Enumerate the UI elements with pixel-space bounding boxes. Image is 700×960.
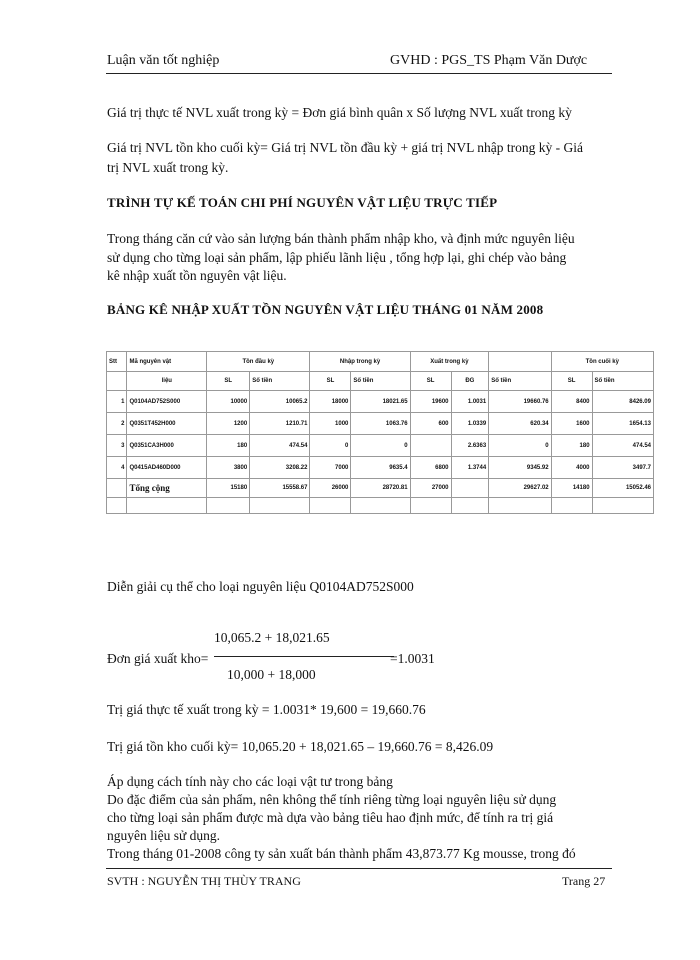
cell-code: Q0415AD460D000 <box>127 457 207 479</box>
cell-st3: 9345.92 <box>489 457 551 479</box>
calc-closing-value: Trị giá tồn kho cuối kỳ= 10,065.20 + 18,021.65 – 19,660.76 = 8,426.09 <box>107 739 494 754</box>
total-sl2: 26000 <box>310 479 351 498</box>
calc-label: Đơn giá xuất kho= <box>107 651 209 666</box>
total-sl1: 15180 <box>207 479 250 498</box>
sub-sl3: SL <box>410 372 451 391</box>
cell-sl1: 180 <box>207 435 250 457</box>
cell-sl2: 0 <box>310 435 351 457</box>
cell-sl1: 1200 <box>207 413 250 435</box>
closing-line1: Áp dụng cách tính này cho các loại vật tư trong bảng <box>107 774 393 789</box>
cell-sl3: 19600 <box>410 391 451 413</box>
cell-dg: 1.0031 <box>451 391 489 413</box>
sub-sl1: SL <box>207 372 250 391</box>
cell-sl4: 4000 <box>551 457 592 479</box>
cell-st4: 8426.09 <box>592 391 653 413</box>
cell-dg: 1.0339 <box>451 413 489 435</box>
procedure-line2: sử dụng cho từng loại sản phẩm, lập phiếu lãnh liệu , tổng hợp lại, ghi chép vào bảng <box>107 250 567 265</box>
header-code <box>127 352 207 372</box>
calc-actual-out: Trị giá thực tế xuất trong kỳ = 1.0031* 19,600 = 19,660.76 <box>107 702 426 717</box>
calc-result: =1.0031 <box>390 651 435 666</box>
header-out: Xuất trong kỳ <box>410 352 489 372</box>
closing-line3: cho từng loại sản phẩm được mà dựa vào bảng tiêu hao định mức, để tính ra trị giá <box>107 810 554 825</box>
cell-st3: 0 <box>489 435 551 457</box>
calc-denominator: 10,000 + 18,000 <box>227 667 316 682</box>
cell-dg: 2.6363 <box>451 435 489 457</box>
footer-page-number: Trang 27 <box>562 874 606 888</box>
cell-st2: 9635.4 <box>351 457 410 479</box>
cell-st2: 18021.65 <box>351 391 410 413</box>
total-st1: 15558.67 <box>250 479 310 498</box>
cell-st3: 620.34 <box>489 413 551 435</box>
sub-st1: Số tiền <box>250 372 310 391</box>
cell-sl1: 10000 <box>207 391 250 413</box>
cell-code: Q0351T452H000 <box>127 413 207 435</box>
cell-sl3: 600 <box>410 413 451 435</box>
header-code-a: Mã nguyên vật <box>129 358 172 365</box>
footer-left: SVTH : NGUYỄN THỊ THÙY TRANG <box>107 874 301 888</box>
cell-st2: 0 <box>351 435 410 457</box>
table-subheader-row <box>107 372 654 391</box>
table-total-row <box>107 479 654 498</box>
header-left: Luận văn tốt nghiệp <box>107 53 220 68</box>
procedure-line1: Trong tháng căn cứ vào sản lượng bán thành phẩm nhập kho, và định mức nguyên liệu <box>107 231 575 246</box>
table-row <box>107 435 654 457</box>
cell-st3: 19660.76 <box>489 391 551 413</box>
cell-st4: 3497.7 <box>592 457 653 479</box>
closing-line4: nguyên liệu sử dụng. <box>107 828 221 843</box>
formula-actual-value: Giá trị thực tế NVL xuất trong kỳ = Đơn giá bình quân x Số lượng NVL xuất trong kỳ <box>107 105 572 120</box>
header-opening: Tồn đầu kỳ <box>207 352 310 372</box>
fraction-bar <box>214 656 394 657</box>
header-empty <box>489 352 551 372</box>
section-heading-table: BẢNG KÊ NHẬP XUẤT TỒN NGUYÊN VẬT LIỆU THÁNG 01 NĂM 2008 <box>107 302 544 317</box>
formula-closing-line2: trị NVL xuất trong kỳ. <box>107 160 229 175</box>
header-rule <box>106 73 612 74</box>
cell-sl1: 3800 <box>207 457 250 479</box>
total-st3: 29627.02 <box>489 479 551 498</box>
header-in: Nhập trong kỳ <box>310 352 410 372</box>
total-st2: 28720.81 <box>351 479 410 498</box>
cell-sl2: 1000 <box>310 413 351 435</box>
cell-sl4: 180 <box>551 435 592 457</box>
total-sl4: 14180 <box>551 479 592 498</box>
table-row <box>107 391 654 413</box>
closing-line2: Do đặc điểm của sản phẩm, nên không thể tính riêng từng loại nguyên liệu sử dụng <box>107 792 557 807</box>
total-label: Tổng cộng <box>127 479 207 498</box>
table-row <box>107 413 654 435</box>
cell-dg: 1.3744 <box>451 457 489 479</box>
cell-st2: 1063.76 <box>351 413 410 435</box>
procedure-line3: kê nhập xuất tồn nguyên vật liệu. <box>107 268 287 283</box>
header-right: GVHD : PGS_TS Phạm Văn Dược <box>390 53 588 68</box>
table-header-row <box>107 352 654 372</box>
header-closing: Tồn cuối kỳ <box>551 352 653 372</box>
inventory-table <box>106 351 654 514</box>
header-stt: Stt <box>107 352 127 372</box>
footer-rule <box>106 868 612 869</box>
sub-dg: ĐG <box>451 372 489 391</box>
header-code-b: liệu <box>127 372 207 391</box>
cell-stt: 3 <box>107 435 127 457</box>
table-row <box>107 457 654 479</box>
sub-st4: Số tiền <box>592 372 653 391</box>
cell-sl4: 8400 <box>551 391 592 413</box>
cell-stt: 4 <box>107 457 127 479</box>
total-st4: 15052.46 <box>592 479 653 498</box>
cell-code: Q0351CA3H000 <box>127 435 207 457</box>
cell-stt: 1 <box>107 391 127 413</box>
section-heading-procedure: TRÌNH TỰ KẾ TOÁN CHI PHÍ NGUYÊN VẬT LIỆU TRỰC TIẾP <box>107 195 498 210</box>
cell-st1: 10065.2 <box>250 391 310 413</box>
cell-st4: 474.54 <box>592 435 653 457</box>
cell-stt: 2 <box>107 413 127 435</box>
cell-st4: 1654.13 <box>592 413 653 435</box>
table-blank-row <box>107 498 654 514</box>
cell-st1: 474.54 <box>250 435 310 457</box>
cell-sl2: 7000 <box>310 457 351 479</box>
calc-numerator: 10,065.2 + 18,021.65 <box>214 630 330 645</box>
cell-st1: 1210.71 <box>250 413 310 435</box>
calc-intro: Diễn giải cụ thể cho loại nguyên liệu Q0104AD752S000 <box>107 579 414 594</box>
cell-sl3: 6800 <box>410 457 451 479</box>
total-sl3: 27000 <box>410 479 451 498</box>
cell-sl2: 18000 <box>310 391 351 413</box>
closing-line5: Trong tháng 01-2008 công ty sản xuất bán thành phẩm 43,873.77 Kg mousse, trong đó <box>107 846 576 861</box>
cell-st1: 3208.22 <box>250 457 310 479</box>
sub-st2: Số tiền <box>351 372 410 391</box>
sub-sl2: SL <box>310 372 351 391</box>
total-dg <box>451 479 489 498</box>
cell-sl3 <box>410 435 451 457</box>
formula-closing-line1: Giá trị NVL tồn kho cuối kỳ= Giá trị NVL tồn đầu kỳ + giá trị NVL nhập trong kỳ - Giá <box>107 140 584 155</box>
sub-sl4: SL <box>551 372 592 391</box>
cell-code: Q0104AD752S000 <box>127 391 207 413</box>
sub-st3: Số tiền <box>489 372 551 391</box>
cell-sl4: 1600 <box>551 413 592 435</box>
